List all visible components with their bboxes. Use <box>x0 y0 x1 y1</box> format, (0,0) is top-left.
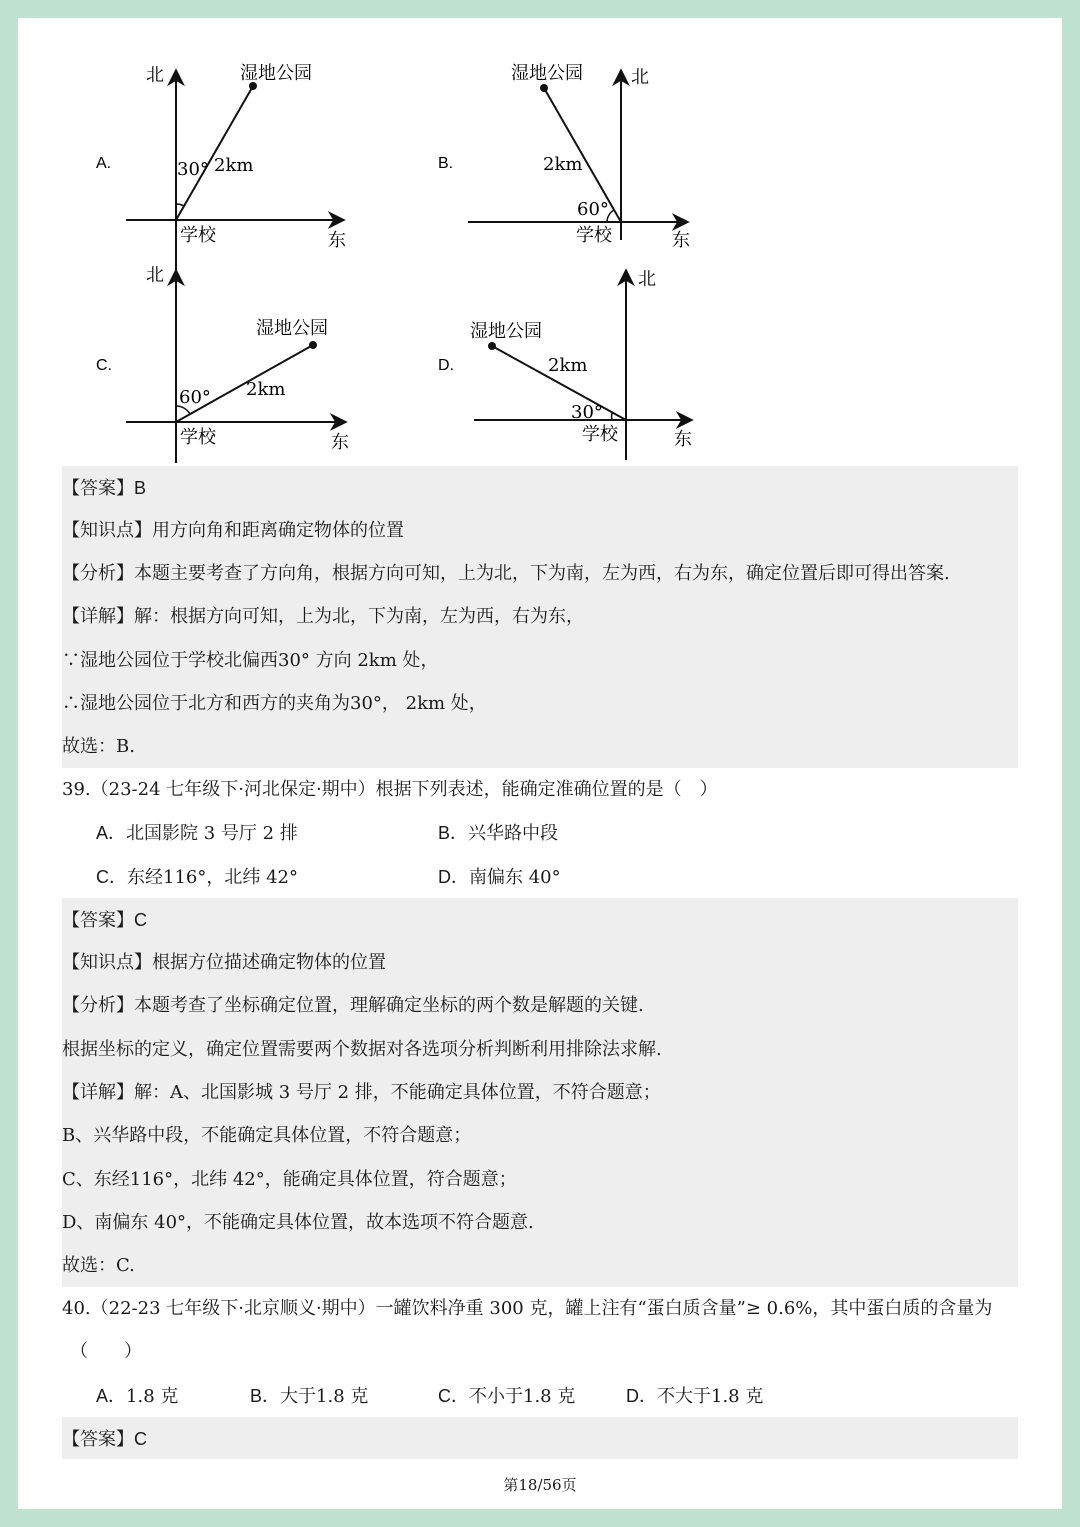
q40-option-c: C．不小于1.8 克 <box>438 1386 576 1407</box>
q39-stem: 39.（23-24 七年级下·河北保定·期中）根据下列表述，能确定准确位置的是（ ） <box>62 779 718 800</box>
diagram-a-bearing-line <box>176 86 253 220</box>
diagram-b-letter: B. <box>438 155 454 172</box>
diagram-d-north-label: 北 <box>638 269 656 290</box>
q40-answer: 【答案】C <box>62 1429 147 1450</box>
q39-detail-line-3: C、东经116°，北纬 42°，能确定具体位置，符合题意； <box>62 1169 517 1190</box>
diagram-c-east-label: 东 <box>331 432 349 453</box>
q39-option-d: D．南偏东 40° <box>438 867 561 888</box>
q38-answer: 【答案】B <box>62 478 147 499</box>
diagram-b <box>438 63 690 251</box>
diagram-a-north-label: 北 <box>146 65 164 86</box>
diagram-c-angle-label: 60° <box>179 387 211 408</box>
diagram-c-letter: C. <box>96 357 112 374</box>
diagram-c-north-label: 北 <box>146 265 164 286</box>
diagram-c-target-label: 湿地公园 <box>256 318 328 339</box>
diagram-a-letter: A. <box>96 155 112 172</box>
q39-detail-line-2: B、兴华路中段，不能确定具体位置，不符合题意； <box>62 1125 472 1146</box>
diagram-d-distance-label: 2km <box>548 355 588 376</box>
diagram-a-distance-label: 2km <box>214 155 254 176</box>
diagram-d-letter: D. <box>438 357 454 374</box>
diagram-d-park-point <box>488 342 496 350</box>
q39-option-a: A．北国影院 3 号厅 2 排 <box>96 823 298 844</box>
q40-option-b: B．大于1.8 克 <box>250 1386 369 1407</box>
diagram-d-target-label: 湿地公园 <box>470 321 542 342</box>
q39-analysis: 【分析】本题考查了坐标确定位置，理解确定坐标的两个数是解题的关键. <box>62 995 644 1016</box>
q38-detail-line-3: ∴湿地公园位于北方和西方的夹角为30°， 2km 处， <box>62 693 487 714</box>
q39-conclusion: 故选：C. <box>62 1255 135 1276</box>
q38-detail-line-2: ∵湿地公园位于学校北偏西30° 方向 2km 处， <box>62 650 439 671</box>
document-page <box>18 18 1062 1509</box>
q39-option-b: B．兴华路中段 <box>438 823 559 844</box>
q40-option-a: A．1.8 克 <box>96 1386 179 1407</box>
diagram-b-target-label: 湿地公园 <box>511 63 583 84</box>
diagram-c-origin-label: 学校 <box>180 427 216 448</box>
q38-conclusion: 故选：B. <box>62 736 135 757</box>
q39-detail-line-1: 【详解】解：A、北国影城 3 号厅 2 排，不能确定具体位置，不符合题意； <box>62 1082 661 1103</box>
q38-detail-line-1: 【详解】解：根据方向可知，上为北，下为南，左为西，右为东， <box>62 606 584 627</box>
q39-detail-line-4: D、南偏东 40°，不能确定具体位置，故本选项不符合题意. <box>62 1212 534 1233</box>
diagram-b-park-point <box>540 84 548 92</box>
q39-analysis-line-2: 根据坐标的定义，确定位置需要两个数据对各选项分析判断利用排除法求解. <box>62 1039 662 1060</box>
diagram-a-east-label: 东 <box>328 230 346 251</box>
q39-answer: 【答案】C <box>62 910 147 931</box>
diagram-d <box>438 269 692 460</box>
diagram-c-distance-label: 2km <box>246 379 286 400</box>
q40-solution-box <box>62 1417 1018 1459</box>
diagram-c-bearing-line <box>176 345 313 422</box>
q40-stem-blank: （ ） <box>70 1341 142 1362</box>
page-number: 第18/56页 <box>503 1476 577 1494</box>
diagram-b-origin-label: 学校 <box>576 225 612 246</box>
diagram-d-east-label: 东 <box>674 429 692 450</box>
q38-analysis: 【分析】本题主要考查了方向角，根据方向可知，上为北，下为南，左为西，右为东，确定位置后即可得出答案. <box>62 563 950 584</box>
diagram-a <box>96 63 346 463</box>
diagram-a-origin-label: 学校 <box>180 225 216 246</box>
diagram-b-angle-label: 60° <box>577 199 609 220</box>
diagram-b-distance-label: 2km <box>543 154 583 175</box>
q40-option-d: D．不大于1.8 克 <box>626 1386 764 1407</box>
q40-stem: 40.（22-23 七年级下·北京顺义·期中）一罐饮料净重 300 克，罐上注有“蛋白质含量”≥ 0.6%，其中蛋白质的含量为 <box>62 1298 993 1319</box>
diagram-d-origin-label: 学校 <box>582 424 618 445</box>
q39-option-c: C．东经116°，北纬 42° <box>96 867 298 888</box>
diagram-a-angle-label: 30° <box>177 159 209 180</box>
diagram-c <box>96 265 349 463</box>
diagram-c-park-point <box>309 341 317 349</box>
diagram-b-east-label: 东 <box>672 230 690 251</box>
diagram-d-angle-label: 30° <box>571 402 603 423</box>
q39-knowledge: 【知识点】根据方位描述确定物体的位置 <box>62 952 386 973</box>
diagram-b-north-label: 北 <box>631 67 649 88</box>
direction-diagrams <box>18 18 1062 468</box>
q38-knowledge: 【知识点】用方向角和距离确定物体的位置 <box>62 520 404 541</box>
diagram-a-target-label: 湿地公园 <box>240 63 312 84</box>
diagram-a-angle-arc <box>176 204 184 206</box>
